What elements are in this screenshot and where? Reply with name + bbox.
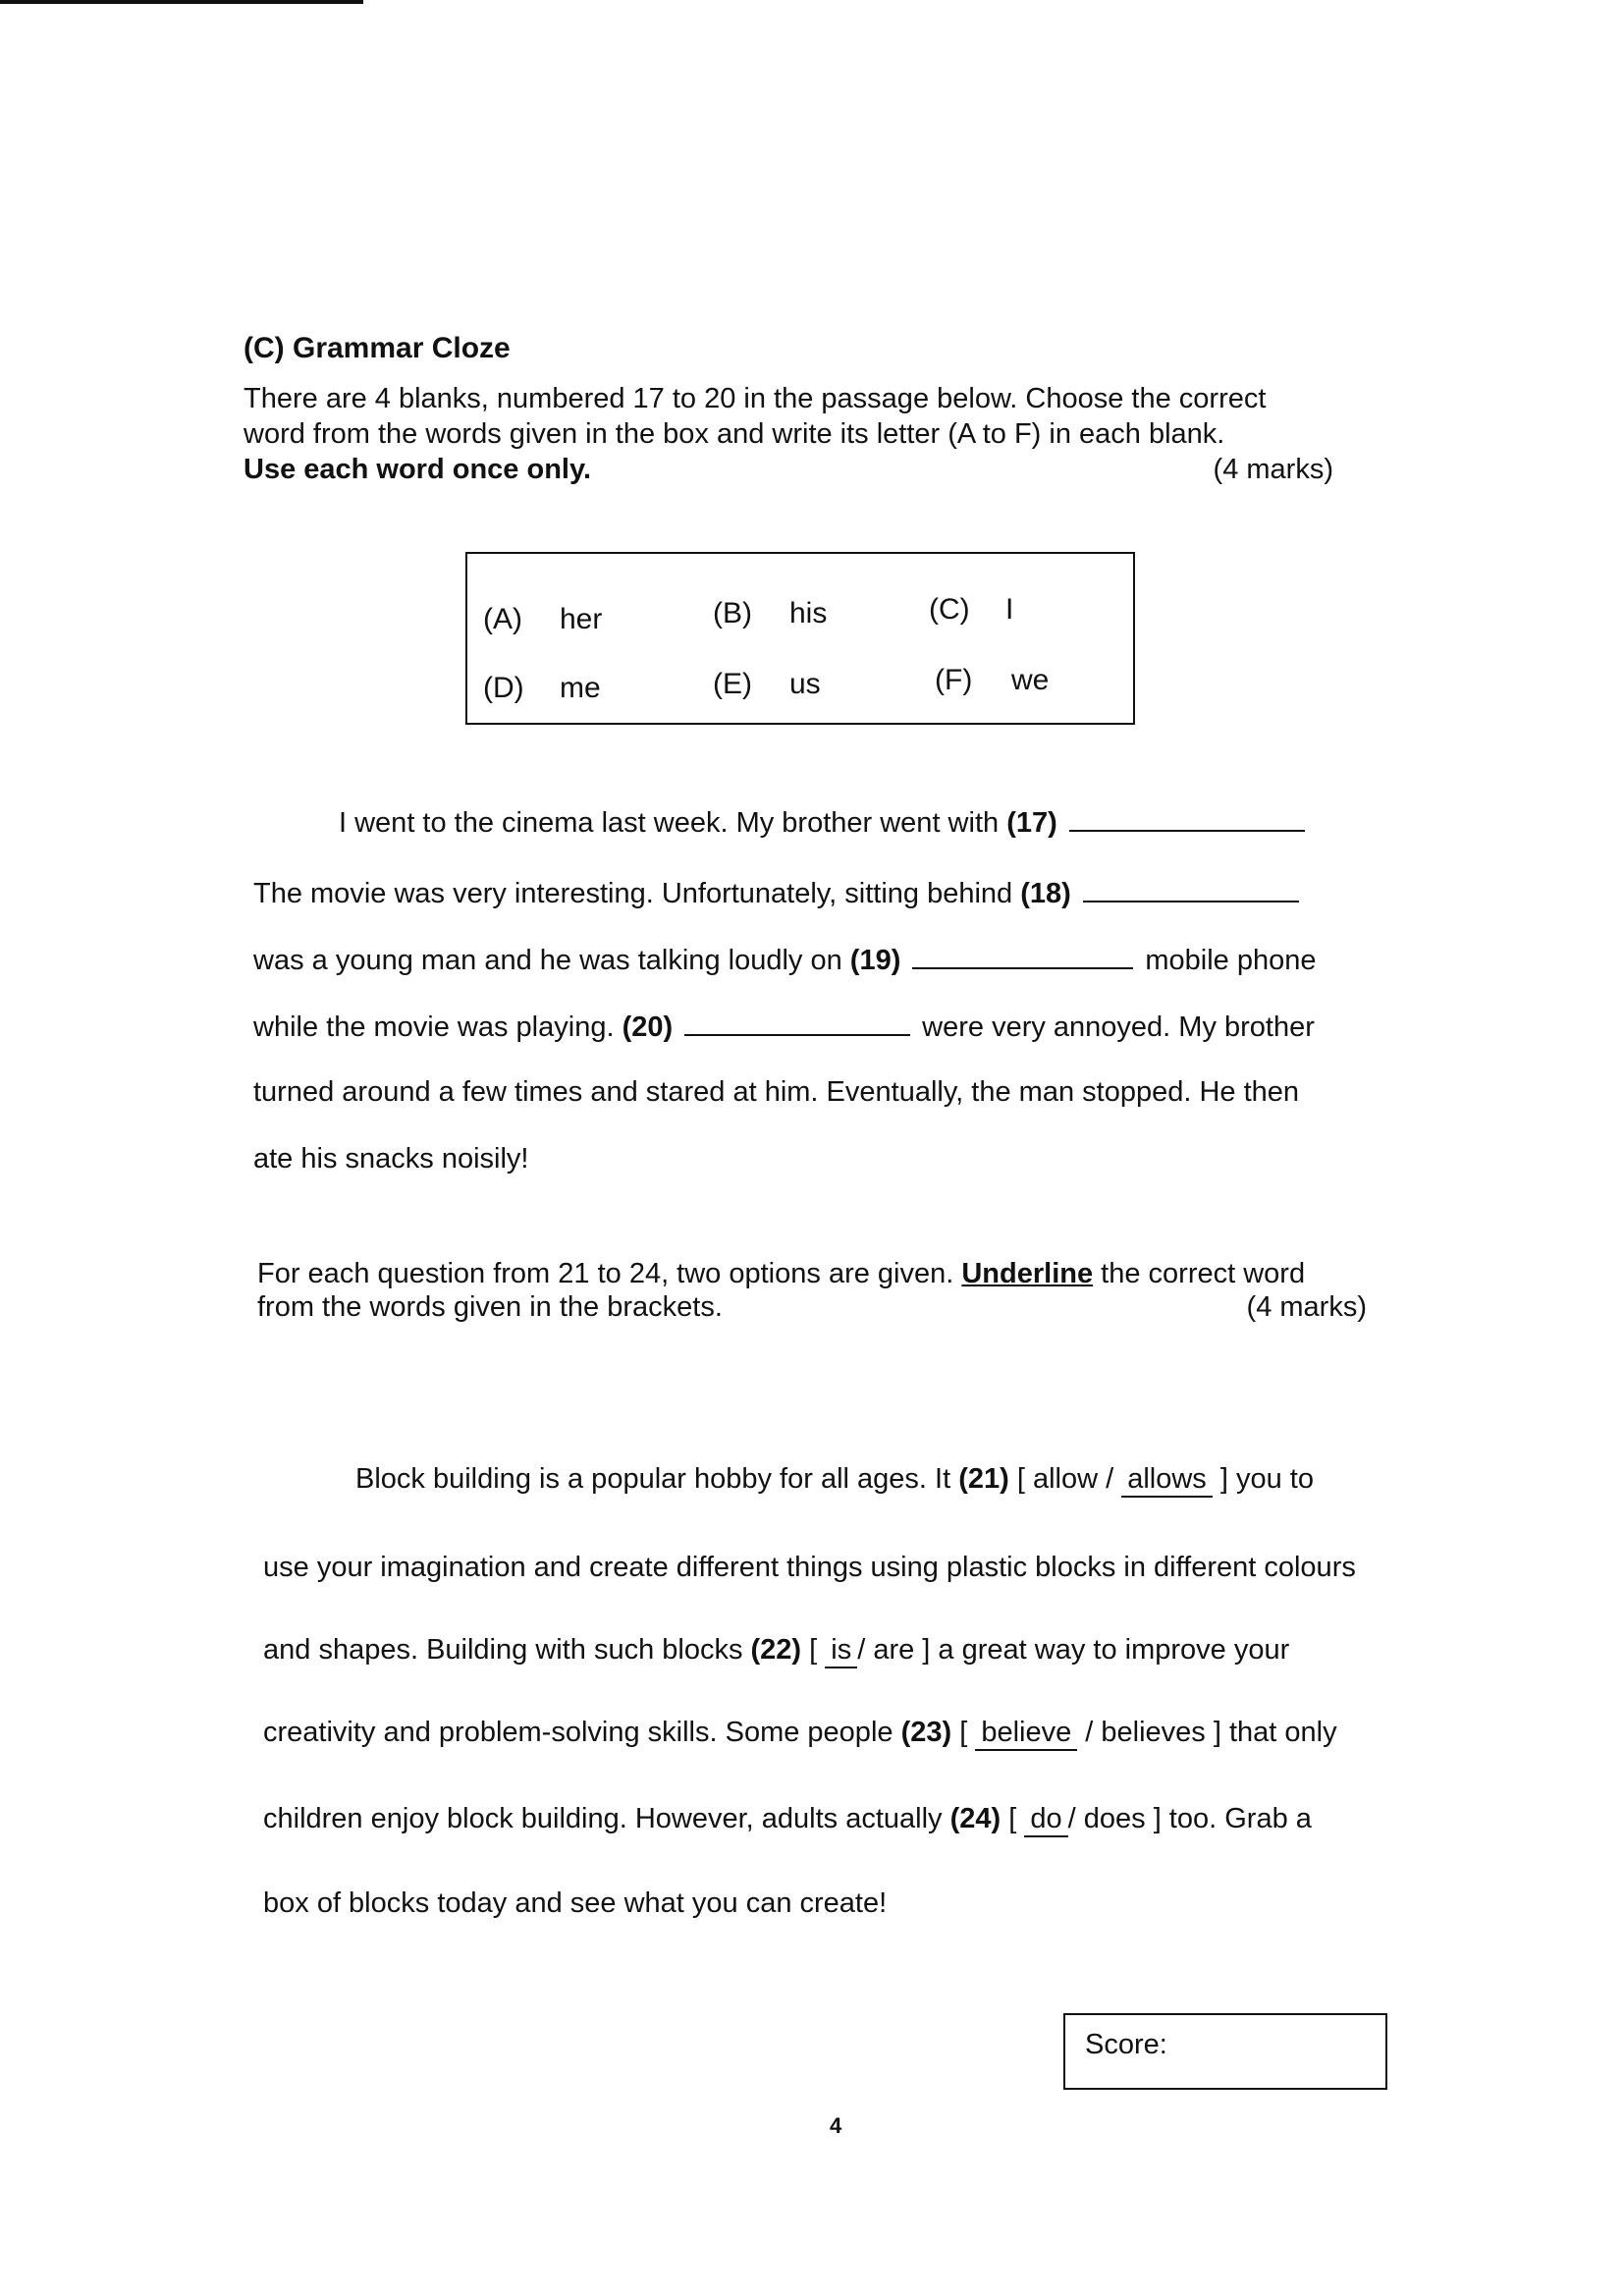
passage-line: was a young man and he was talking loudly on (19) mobile phone: [253, 945, 1317, 976]
underline-keyword: Underline: [961, 1258, 1094, 1289]
instruction-line: For each question from 21 to 24, two options are given. Underline the correct word: [257, 1258, 1306, 1289]
passage-line: while the movie was playing. (20) were very annoyed. My brother: [253, 1011, 1315, 1043]
word-option: (A) her: [483, 603, 603, 635]
passage-line: and shapes. Building with such blocks (22) [ is / are ] a great way to improve your: [263, 1634, 1382, 1668]
instruction-line: Use each word once only.: [244, 454, 592, 485]
marks-label: (4 marks): [1246, 1291, 1367, 1323]
passage-line: Block building is a popular hobby for all ages. It (21) [ allow / allows ] you to: [355, 1463, 1475, 1498]
passage-line: children enjoy block building. However, adults actually (24) [ do / does ] too. Grab a: [263, 1803, 1382, 1837]
page-number: 4: [830, 2113, 842, 2138]
answer-blank-20[interactable]: [684, 1033, 910, 1036]
answer-blank-19[interactable]: [912, 966, 1133, 969]
answer-22[interactable]: is: [825, 1634, 857, 1668]
answer-blank-18[interactable]: [1083, 900, 1299, 902]
answer-21[interactable]: allows: [1121, 1463, 1213, 1498]
passage-line: turned around a few times and stared at him. Eventually, the man stopped. He then: [253, 1076, 1300, 1108]
word-option: (B) his: [713, 597, 828, 629]
instructions: [244, 381, 1333, 487]
instruction-line: There are 4 blanks, numbered 17 to 20 in the passage below. Choose the correct: [244, 383, 1267, 414]
passage-line: ate his snacks noisily!: [253, 1143, 529, 1175]
word-box: [465, 552, 1135, 725]
top-rule: [0, 0, 363, 4]
passage-line: The movie was very interesting. Unfortunately, sitting behind (18): [253, 878, 1363, 910]
score-label: Score:: [1085, 2029, 1167, 2060]
word-option: (F) we: [935, 664, 1050, 696]
score-box[interactable]: [1063, 2013, 1387, 2090]
passage-line: I went to the cinema last week. My brother went with (17): [339, 807, 1448, 840]
answer-blank-17[interactable]: [1069, 829, 1305, 832]
passage-line: use your imagination and create different things using plastic blocks in different colours: [263, 1552, 1356, 1583]
section-title: (C) Grammar Cloze: [244, 332, 511, 364]
word-option: (D) me: [483, 672, 601, 704]
passage-line: box of blocks today and see what you can create!: [263, 1887, 888, 1919]
instructions-2: [257, 1257, 1367, 1324]
answer-23[interactable]: believe: [975, 1717, 1077, 1751]
passage-line: creativity and problem-solving skills. Some people (23) [ believe / believes ] that only: [263, 1717, 1382, 1751]
word-option: (E) us: [713, 668, 821, 700]
instruction-line: word from the words given in the box and write its letter (A to F) in each blank.: [244, 418, 1225, 450]
instruction-line: from the words given in the brackets.: [257, 1291, 723, 1323]
word-option: (C) I: [929, 593, 1014, 626]
marks-label: (4 marks): [1213, 454, 1333, 485]
answer-24[interactable]: do: [1024, 1803, 1067, 1837]
